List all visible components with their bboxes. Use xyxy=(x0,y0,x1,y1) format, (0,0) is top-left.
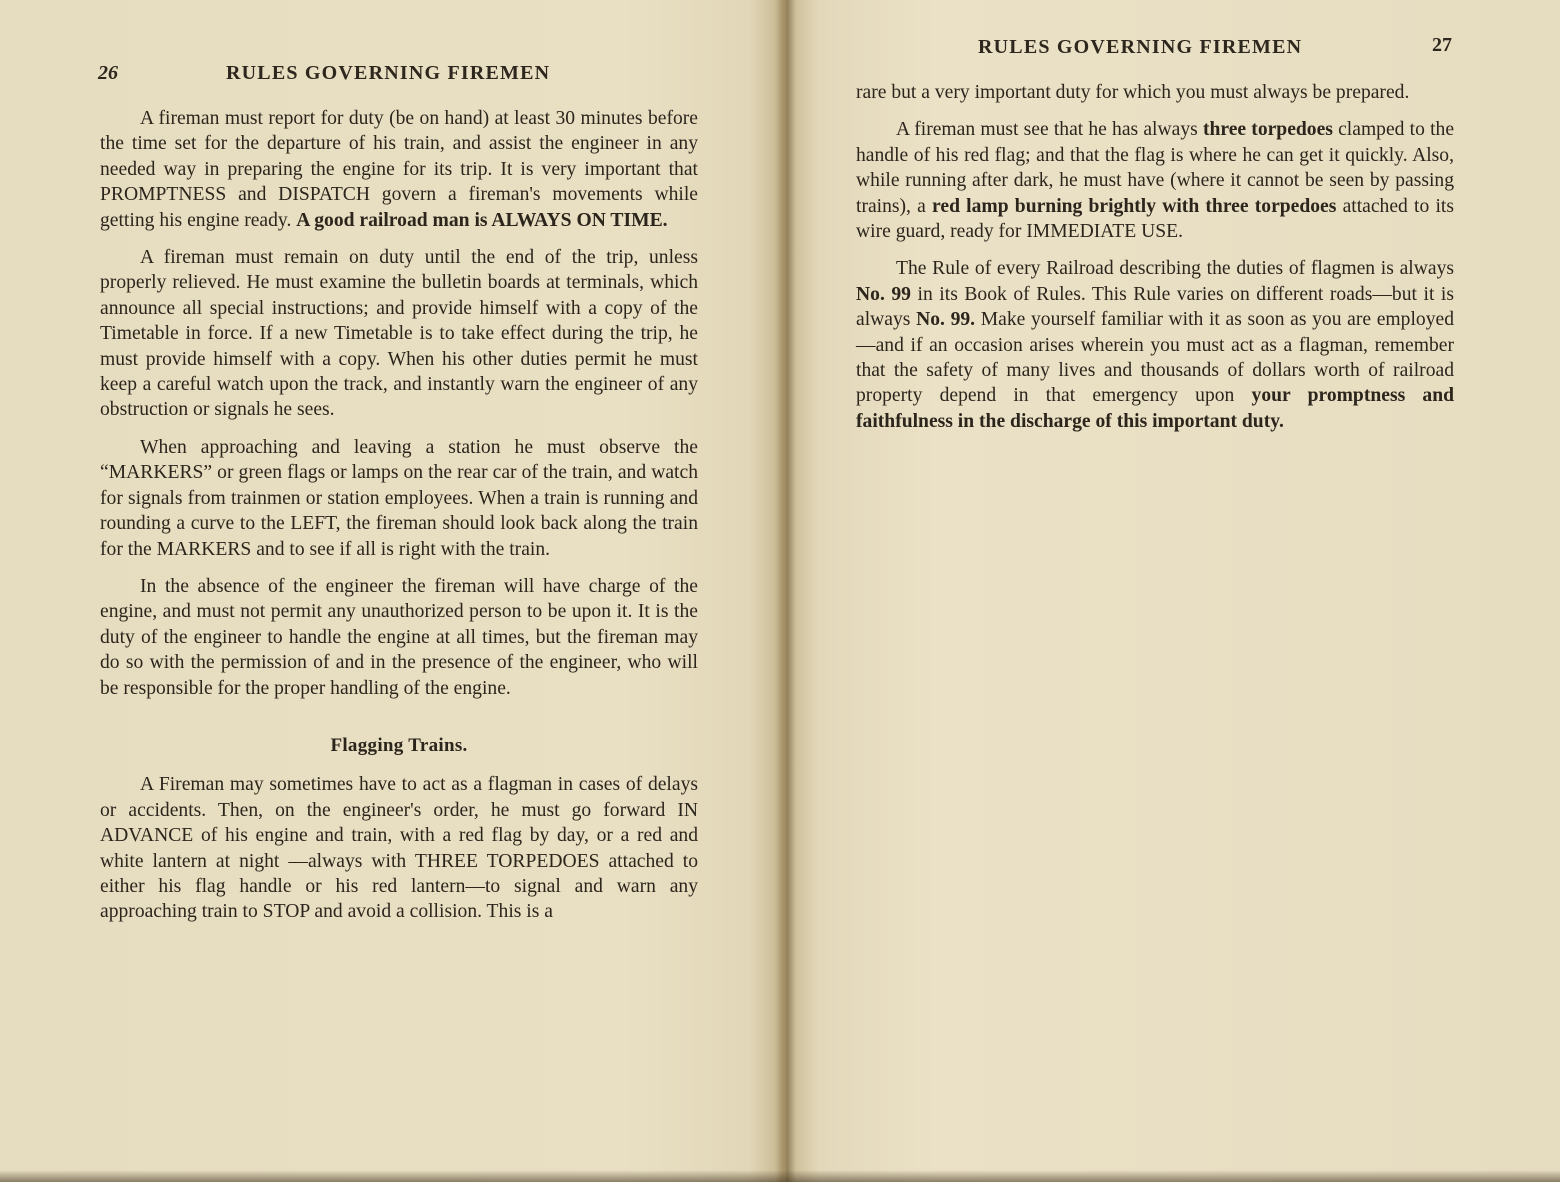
bold-red-lamp: red lamp burning brightly with three torpedoes xyxy=(932,195,1337,217)
paragraph-report-for-duty: A fireman must report for duty (be on hand) at least 30 minutes before the time set for the departure of his train, and assist the engineer in any needed way in preparing the engine for its trip. It is very important that PROMPTNESS and DISPATCH govern a fireman's movements while getting his engine ready. A good railroad man is ALWAYS ON TIME. xyxy=(100,108,698,231)
paragraph-rule-99: The Rule of every Railroad describing the duties of flagmen is always No. 99 in its Book of Rules. This Rule varies on different roads—but it is always No. 99. Make yourself familiar with it as soon as you are employed—and if an occasion arises wherein you must act as a flagman, remember that the safety of many lives and thousands of dollars worth of railroad property depend in that emergency upon your promptness and faithfulness in the discharge of this important duty. xyxy=(856,258,1454,432)
section-heading-flagging-trains: Flagging Trains. xyxy=(330,734,468,756)
running-head-left: RULES GOVERNING FIREMEN xyxy=(226,62,551,84)
paragraph-absence-of-engineer: In the absence of the engineer the fireman will have charge of the engine, and must not permit any unauthorized person to be upon it. It is the duty of the engineer to handle the engine at all times, but the fireman may do so with the permission of and in the presence of the engineer, who will be responsible for the proper handling of the engine. xyxy=(100,575,698,699)
page-number-right: 27 xyxy=(1432,34,1452,56)
bold-no-99-second: No. 99. xyxy=(916,309,976,331)
paragraph-remain-on-duty: A fireman must remain on duty until the end of the trip, unless properly relieved. He must examine the bulletin boards at terminals, which announce all special instructions; and provide himself with a copy of the Timetable in force. If a new Timetable is to take effect during the trip, he must provide himself with a copy. When his other duties permit he must keep a careful watch upon the track, and instantly warn the engineer of any obstruction or signals he sees. xyxy=(100,247,698,421)
left-page-body xyxy=(100,106,698,937)
page-number-left: 26 xyxy=(98,62,118,84)
page-bottom-edge xyxy=(0,1170,1560,1182)
bold-no-99-first: No. 99 xyxy=(856,283,911,305)
bold-always-on-time: A good railroad man is ALWAYS ON TIME. xyxy=(296,209,668,231)
paragraph-continuation: rare but a very important duty for which you must always be prepared. xyxy=(856,82,1410,103)
paragraph-approaching-station: When approaching and leaving a station he must observe the “MARKERS” or green flags or lamps on the rear car of the train, and watch for signals from trainmen or station employees. When a train is running and rounding a curve to the LEFT, the fireman should look back along the train for the MARKERS and to see if all is right with the train. xyxy=(100,436,698,560)
bold-promptness-faithfulness: your promptness and faithfulness in the discharge of this important duty. xyxy=(856,385,1454,432)
bold-three-torpedoes: three torpedoes xyxy=(1202,119,1333,141)
right-page-body xyxy=(856,80,1454,446)
paragraph-torpedoes: A fireman must see that he has always three torpedoes clamped to the handle of his red flag; and that the flag is where he can get it quickly. Also, while running after dark, he must have (where it cannot be seen by passing trains), a red lamp burning brightly with three torpedoes attached to its wire guard, ready for IMMEDIATE USE. xyxy=(856,119,1455,243)
running-head-right: RULES GOVERNING FIREMEN xyxy=(978,36,1303,58)
paragraph-flagman-duty: A Fireman may sometimes have to act as a flagman in cases of delays or accidents. Then, on the engineer's order, he must go forward IN ADVANCE of his engine and train, with a red flag by day, or a red and white lantern at night —always with THREE TORPEDOES attached to either his flag handle or his red lantern—to signal and warn any approaching train to STOP and avoid a collision. This is a xyxy=(100,774,698,923)
right-page xyxy=(780,0,1560,1182)
